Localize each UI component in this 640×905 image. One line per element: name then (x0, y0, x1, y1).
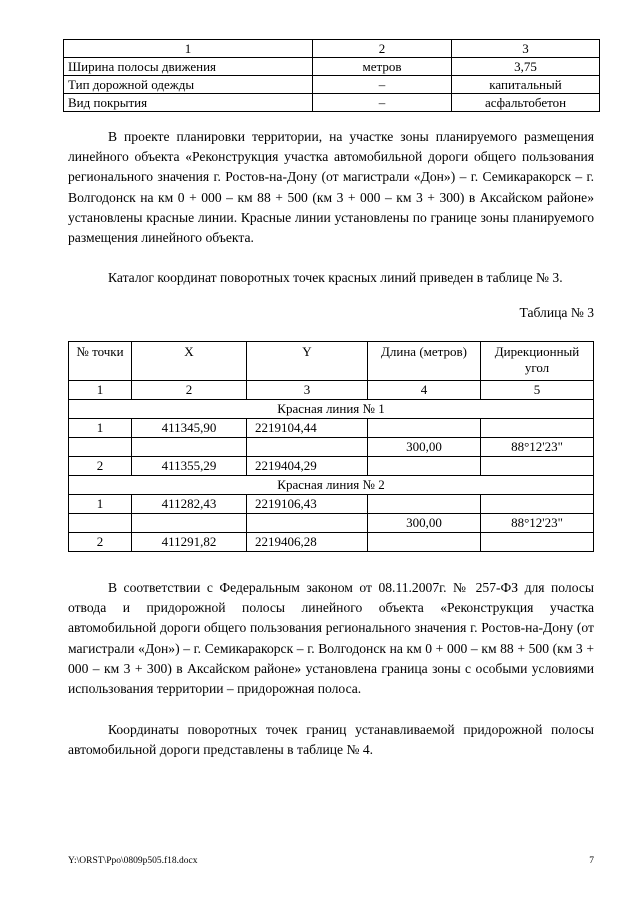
paragraph-red-lines (68, 127, 594, 248)
point-number: 1 (69, 419, 132, 438)
section-title-row (69, 476, 594, 495)
table-cell: 5 (481, 381, 594, 400)
table-cell (247, 514, 368, 533)
table-cell (247, 438, 368, 457)
table-row (64, 58, 600, 76)
table-cell (368, 419, 481, 438)
coordinates-table (68, 341, 594, 552)
table-cell: Тип дорожной одежды (64, 76, 313, 94)
table-cell (481, 495, 594, 514)
table-row (69, 514, 594, 533)
header-cell: Дирекционный угол (481, 342, 594, 381)
table-cell: 3 (247, 381, 368, 400)
point-number: 2 (69, 457, 132, 476)
table-cell: Вид покрытия (64, 94, 313, 112)
y-coordinate: 2219106,43 (247, 495, 368, 514)
y-coordinate: 2219406,28 (247, 533, 368, 552)
paragraph-text: Координаты поворотных точек границ устанавливаемой придорожной полосы автомобильной дороги представлены в таблице № 4. (68, 722, 594, 758)
y-coordinate: 2219104,44 (247, 419, 368, 438)
table-row (69, 457, 594, 476)
table-row (64, 76, 600, 94)
table-cell (368, 495, 481, 514)
table-cell: метров (313, 58, 452, 76)
header-cell: 2 (313, 40, 452, 58)
segment-length: 300,00 (368, 514, 481, 533)
footer-file-path: Y:\ORST\Ppo\0809p505.f18.docx (68, 856, 198, 866)
segment-length: 300,00 (368, 438, 481, 457)
table-cell (132, 438, 247, 457)
table-cell: 2 (132, 381, 247, 400)
direction-angle: 88°12'23" (481, 514, 594, 533)
table-header-row (69, 342, 594, 381)
section-title: Красная линия № 2 (69, 476, 594, 495)
footer-page-number: 7 (589, 856, 594, 866)
road-spec-table (63, 39, 600, 112)
point-number: 2 (69, 533, 132, 552)
header-cell: 3 (452, 40, 600, 58)
direction-angle: 88°12'23" (481, 438, 594, 457)
table-header-row (64, 40, 600, 58)
table-cell (481, 533, 594, 552)
paragraph-text: Каталог координат поворотных точек красных линий приведен в таблице № 3. (108, 270, 563, 285)
table-cell: 3,75 (452, 58, 600, 76)
paragraph-next-table (68, 720, 594, 760)
table-cell (481, 419, 594, 438)
table-row (69, 495, 594, 514)
paragraph-text: В соответствии с Федеральным законом от 08.11.2007г. № 257-ФЗ для полосы отвода и придорожной полосы линейного объекта «Реконструкция участка автомобильной дороги общего пользования регионального значения г. Ростов-на-Дону (от магистрали «Дон») – г. Семикаракорск – г. Волгодонск на км 0 + 000 – км 88 + 500 (км 3 + 000 – км 3 + 300) в Аксайском районе» установлена граница зоны с особыми условиями использования территории – придорожная полоса. (68, 580, 594, 697)
section-title: Красная линия № 1 (69, 400, 594, 419)
paragraph-law-reference (68, 578, 594, 699)
x-coordinate: 411291,82 (132, 533, 247, 552)
table-cell: асфальтобетон (452, 94, 600, 112)
table-cell: 4 (368, 381, 481, 400)
column-number-row (69, 381, 594, 400)
header-cell: № точки (69, 342, 132, 381)
table-cell (368, 457, 481, 476)
table-row (64, 94, 600, 112)
table-row (69, 533, 594, 552)
x-coordinate: 411282,43 (132, 495, 247, 514)
point-number: 1 (69, 495, 132, 514)
table-cell: Ширина полосы движения (64, 58, 313, 76)
table-row (69, 438, 594, 457)
y-coordinate: 2219404,29 (247, 457, 368, 476)
table-row (69, 419, 594, 438)
x-coordinate: 411345,90 (132, 419, 247, 438)
table-cell (69, 514, 132, 533)
section-title-row (69, 400, 594, 419)
table-cell: – (313, 76, 452, 94)
paragraph-text: В проекте планировки территории, на участке зоны планируемого размещения линейного объекта «Реконструкция участка автомобильной дороги общего пользования регионального значения г. Ростов-на-Дону (от магистрали «Дон») – г. Семикаракорск – г. Волгодонск на км 0 + 000 – км 88 + 500 (км 3 + 000 – км 3 + 300) в Аксайском районе» установлены красные линии. Красные линии установлены по границе зоны планируемого размещения линейного объекта. (68, 129, 594, 246)
table-cell (132, 514, 247, 533)
table-cell (481, 457, 594, 476)
header-cell: 1 (64, 40, 313, 58)
table-cell: капитальный (452, 76, 600, 94)
table-caption: Таблица № 3 (519, 305, 594, 320)
x-coordinate: 411355,29 (132, 457, 247, 476)
header-cell: X (132, 342, 247, 381)
table-cell: 1 (69, 381, 132, 400)
header-cell: Y (247, 342, 368, 381)
table-cell (69, 438, 132, 457)
header-cell: Длина (метров) (368, 342, 481, 381)
table-cell: – (313, 94, 452, 112)
table-cell (368, 533, 481, 552)
paragraph-catalog (68, 268, 594, 288)
